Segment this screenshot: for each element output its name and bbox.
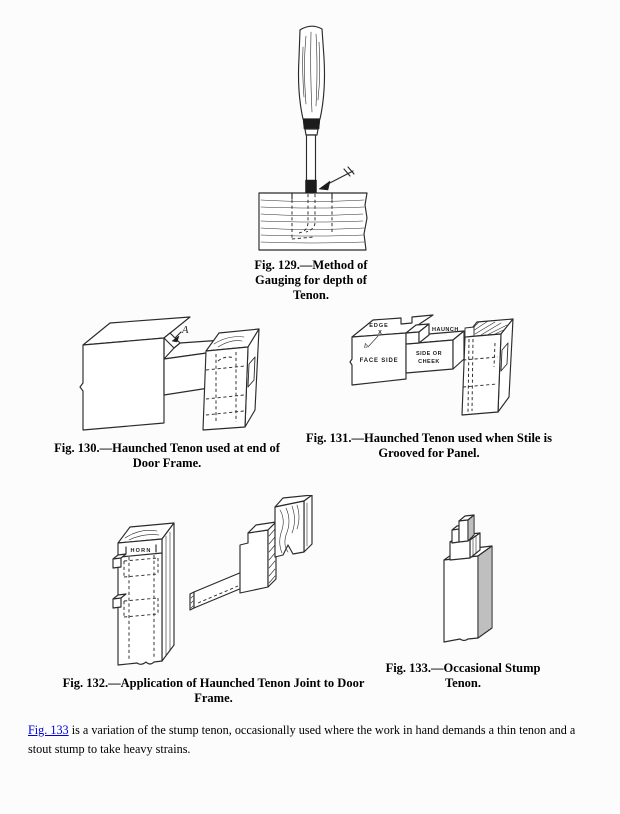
fig130-caption bbox=[36, 441, 298, 471]
haunched-tenon-drawing bbox=[78, 303, 263, 435]
fig131-caption bbox=[303, 431, 555, 461]
fig131-illustration bbox=[349, 307, 521, 427]
caption-line: Fig. 132.—Application of Haunched Tenon Joint to Door bbox=[62, 676, 365, 690]
label-a: A bbox=[182, 325, 189, 336]
fig130-illustration bbox=[78, 303, 263, 435]
fig133-caption bbox=[378, 661, 548, 691]
fig-133-link[interactable]: Fig. 133 bbox=[28, 723, 69, 737]
labelled-haunched-tenon-drawing bbox=[349, 307, 521, 427]
label-side-or: SIDE OR bbox=[415, 351, 443, 357]
label-face-side: FACE SIDE bbox=[359, 358, 399, 364]
fig133-illustration bbox=[438, 508, 516, 648]
caption-line: Tenon. bbox=[444, 676, 482, 690]
fig132-illustration bbox=[110, 495, 325, 670]
label-edge: EDGE bbox=[369, 323, 389, 329]
caption-line: Gauging for depth of bbox=[255, 273, 367, 287]
caption-line: Door Frame. bbox=[132, 456, 202, 470]
label-cheek: CHEEK bbox=[418, 359, 440, 365]
caption-line: Grooved for Panel. bbox=[378, 446, 480, 460]
caption-line: Fig. 130.—Haunched Tenon used at end of bbox=[54, 441, 280, 455]
fig129-caption bbox=[206, 258, 416, 303]
caption-line: Fig. 131.—Haunched Tenon used when Stile is bbox=[306, 431, 552, 445]
caption-line: Fig. 129.—Method of bbox=[254, 258, 368, 272]
body-paragraph bbox=[28, 721, 613, 759]
stump-tenon-drawing bbox=[438, 508, 516, 648]
fig129-illustration bbox=[256, 22, 370, 254]
chisel-gauging-drawing bbox=[256, 22, 370, 254]
label-x: X bbox=[378, 330, 382, 336]
caption-line: Frame. bbox=[194, 691, 233, 705]
caption-line: Tenon. bbox=[292, 288, 330, 302]
door-frame-joint-drawing bbox=[110, 495, 325, 670]
caption-line: Fig. 133.—Occasional Stump bbox=[385, 661, 541, 675]
paragraph-line-2: stout stump to take heavy strains. bbox=[28, 742, 191, 756]
paragraph-line-1: is a variation of the stump tenon, occasionally used where the work in hand demands a thin tenon and a bbox=[68, 723, 576, 737]
label-b: b bbox=[364, 341, 368, 350]
label-horn: HORN bbox=[130, 548, 152, 554]
fig132-caption bbox=[56, 676, 371, 706]
label-haunch: HAUNCH bbox=[432, 327, 459, 333]
